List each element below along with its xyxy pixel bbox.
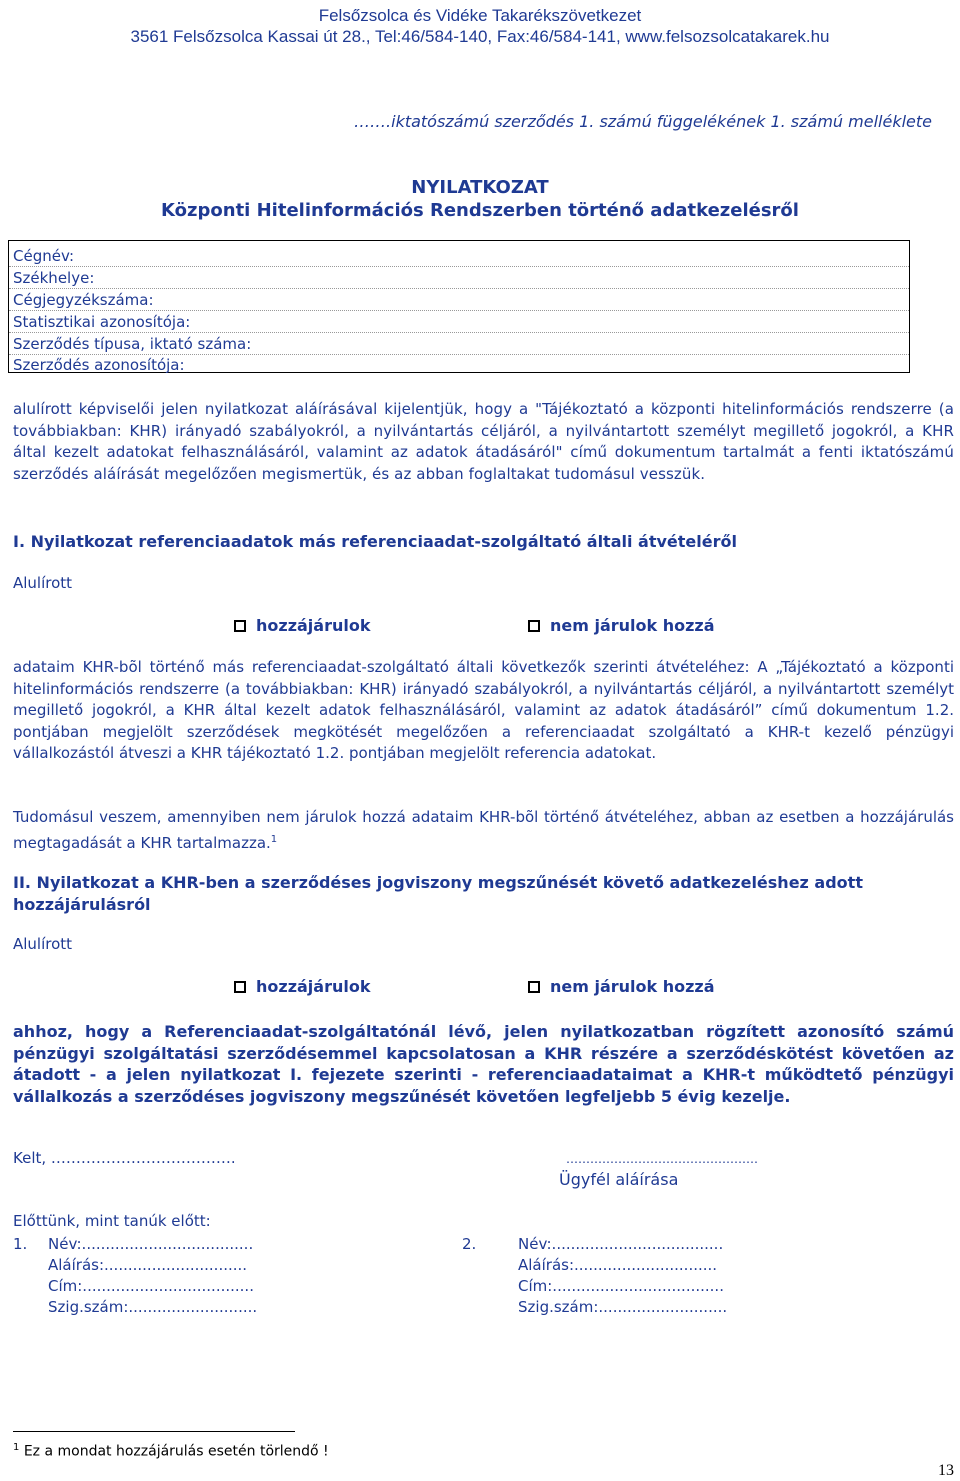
- checkbox-icon[interactable]: [528, 620, 540, 632]
- footnote-divider: [13, 1431, 295, 1432]
- witness-2-number: 2.: [462, 1235, 477, 1253]
- company-data-box: [8, 240, 910, 373]
- checkbox-icon[interactable]: [234, 620, 246, 632]
- section-1-title: I. Nyilatkozat referenciaadatok más referenciaadat-szolgáltató általi átvételéről: [13, 532, 737, 551]
- footnote-number: 1: [13, 1442, 20, 1453]
- witness-2-id-number[interactable]: Szig.szám:...........................: [518, 1298, 728, 1316]
- section-1-body: adataim KHR-bõl történő más referenciaadat-szolgáltató általi következők szerinti átvételéhez: A „Tájékoztató a központi hitelinformációs rendszerre (a továbbiakban: KHR) irányadó szabályokról, a nyilvántartás céljáról, a nyilvántartott személyt megillető jogokról, a KHR által kezelt adatok felhasználásáról, valamint az adatok átadásáról” című dokumentum 1.2. pontjában megjelölt szerződések megkötését megelőzően a referenciaadat szolgáltató a KHR-t kezelő pénzügyi vállalkozástól átveszi a KHR tájékoztató 1.2. pontjában megjelölt referencia adatokat.: [13, 658, 954, 762]
- section-1-consent-label: hozzájárulok: [256, 616, 371, 635]
- section-1-note-text: Tudomásul veszem, amennyiben nem járulok hozzá adataim KHR-bõl történő átvételéhez, abban az esetben a hozzájárulás megtagadását a KHR tartalmazza.: [13, 808, 954, 852]
- bank-name: Felsőzsolca és Vidéke Takarékszövetkezet: [318, 6, 642, 25]
- footnote-ref: 1: [270, 833, 278, 845]
- field-company-name[interactable]: Cégnév:: [9, 245, 909, 267]
- section-1-refuse-option[interactable]: [528, 616, 715, 635]
- section-2-undersigned: Alulírott: [13, 935, 73, 953]
- section-2-consent-label: hozzájárulok: [256, 977, 371, 996]
- intro-paragraph: alulírott képviselői jelen nyilatkozat aláírásával kijelentjük, hogy a "Tájékoztató a központi hitelinformációs rendszerre (a továbbiakban: KHR) irányadó szabályokról, a nyilvántartás céljáról, a nyilvántartott személyt megillető jogokról, a KHR által kezelt adatokat felhasználásáról, valamint az adatok átadásáról" című dokumentum tartalmát a fenti iktatószámú szerződés aláírását megelőzően megismertük, és az abban foglaltakat tudomásul vesszük.: [13, 400, 954, 483]
- field-headquarters[interactable]: Székhelye:: [9, 267, 909, 289]
- page-number: 13: [938, 1462, 954, 1479]
- witness-1-signature[interactable]: Aláírás:..............................: [48, 1256, 248, 1274]
- section-2-refuse-option[interactable]: [528, 977, 715, 996]
- field-contract-type[interactable]: Szerződés típusa, iktató száma:: [9, 333, 909, 355]
- witness-2-signature[interactable]: Aláírás:..............................: [518, 1256, 718, 1274]
- section-2-refuse-label: nem járulok hozzá: [550, 977, 715, 996]
- checkbox-icon[interactable]: [234, 981, 246, 993]
- section-2-body: ahhoz, hogy a Referenciaadat-szolgáltatónál lévő, jelen nyilatkozatban rögzített azonosító számú pénzügyi szolgáltatási szerződésemmel kapcsolatosan a KHR részére a szerződéskötést követően az átadott - a jelen nyilatkozat I. fejezete szerinti - referenciaadataimat a KHR-t működtető pénzügyi vállalkozás a szerződéses jogviszony megszűnését követően legfeljebb 5 évig kezelje.: [13, 1022, 954, 1106]
- witness-2-name[interactable]: Név:....................................: [518, 1235, 724, 1253]
- document-subtitle: Központi Hitelinformációs Rendszerben történő adatkezelésről: [161, 200, 799, 221]
- place-date-line[interactable]: Kelt, ……………………………….: [13, 1149, 236, 1167]
- witness-2-address[interactable]: Cím:....................................: [518, 1277, 724, 1295]
- bank-contact: 3561 Felsőzsolca Kassai út 28., Tel:46/584-140, Fax:46/584-141, www.felsozsolcatakarek.hu: [130, 27, 830, 46]
- footnote-text: Ez a mondat hozzájárulás esetén törlendő !: [23, 1443, 329, 1460]
- section-1-consent-option[interactable]: [234, 616, 370, 635]
- field-registration-number[interactable]: Cégjegyzékszáma:: [9, 289, 909, 311]
- witness-1-address[interactable]: Cím:....................................: [48, 1277, 254, 1295]
- witness-1-number: 1.: [13, 1235, 28, 1253]
- section-2-title: II. Nyilatkozat a KHR-ben a szerződéses jogviszony megszűnését követő adatkezeléshez adott hozzájárulásról: [13, 873, 863, 914]
- footnote: [13, 1442, 329, 1460]
- witnesses-heading: Előttünk, mint tanúk előtt:: [13, 1212, 211, 1230]
- client-signature-label: Ügyfél aláírása: [559, 1170, 679, 1189]
- section-2-consent-option[interactable]: [234, 977, 370, 996]
- witness-1-id-number[interactable]: Szig.szám:...........................: [48, 1298, 258, 1316]
- witness-1-name[interactable]: Név:....................................: [48, 1235, 254, 1253]
- appendix-reference: …….iktatószámú szerződés 1. számú függelékének 1. számú melléklete: [354, 112, 932, 131]
- checkbox-icon[interactable]: [528, 981, 540, 993]
- section-1-note: [13, 807, 954, 854]
- signature-line[interactable]: …………………………………………: [566, 1152, 758, 1166]
- field-statistical-id[interactable]: Statisztikai azonosítója:: [9, 311, 909, 333]
- document-title: NYILATKOZAT: [411, 177, 549, 198]
- field-contract-id[interactable]: Szerződés azonosítója:: [13, 356, 185, 374]
- section-1-undersigned: Alulírott: [13, 574, 73, 592]
- section-1-refuse-label: nem járulok hozzá: [550, 616, 715, 635]
